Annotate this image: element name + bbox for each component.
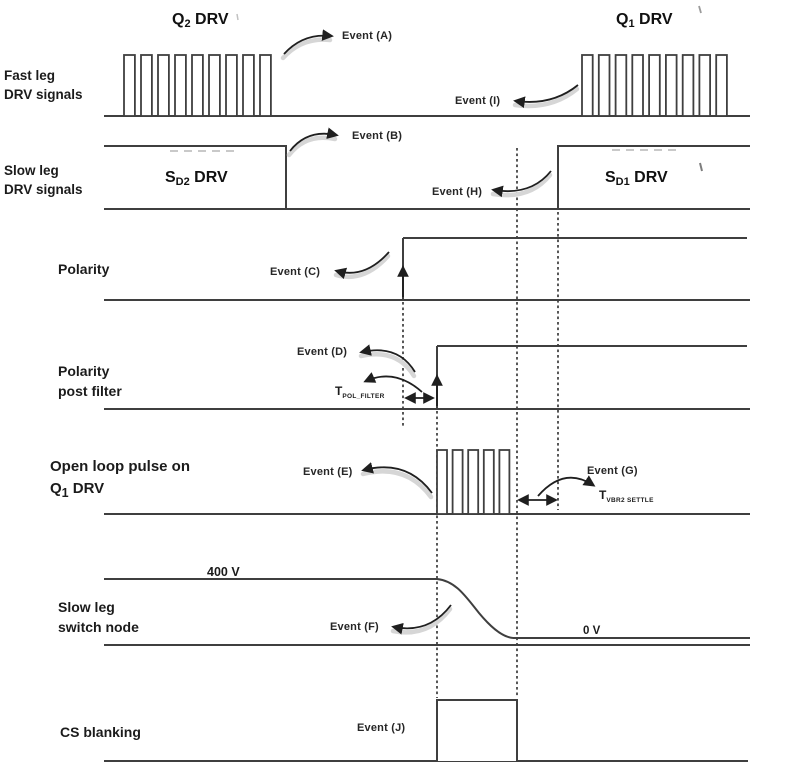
pulse	[499, 450, 509, 514]
open-loop-label	[50, 456, 190, 504]
pulse	[699, 55, 710, 116]
pulse	[616, 55, 627, 116]
switch-node-waveform	[104, 579, 750, 645]
event-g-label: Event (G)	[587, 465, 638, 477]
pulse	[141, 55, 152, 116]
pulse	[226, 55, 237, 116]
post-filter-label	[58, 361, 122, 401]
q1-drv-label: $Q_1$ DRV	[616, 11, 673, 30]
open-loop-waveform	[104, 450, 750, 514]
pulse	[599, 55, 610, 116]
fast-leg-label-line1: Fast leg	[4, 68, 56, 83]
event-d-label: Event (D)	[297, 346, 348, 358]
q2-drv-label: $Q_2$ DRV	[172, 11, 229, 30]
pulse	[158, 55, 169, 116]
sd1-drv-label: $S_{D1}$ DRV	[605, 169, 668, 188]
pulse	[243, 55, 254, 116]
cs-blanking-waveform	[104, 700, 748, 761]
q2-pulse-train	[124, 55, 271, 116]
fast-leg-label-line2: DRV signals	[4, 87, 83, 102]
pulse	[453, 450, 463, 514]
voltage-400v-label: 400 V	[207, 565, 240, 579]
pulse	[666, 55, 677, 116]
cs-blanking-label: CS blanking	[60, 724, 141, 740]
sd2-drv-label: $S_{D2}$ DRV	[165, 169, 228, 188]
event-b-label: Event (B)	[352, 130, 403, 142]
open-loop-pulse-train	[437, 450, 509, 514]
event-e-label: Event (E)	[303, 466, 353, 478]
event-c-arrow-echo	[336, 256, 388, 277]
fast-leg-label	[4, 66, 83, 104]
voltage-0v-label: 0 V	[583, 625, 601, 637]
polarity-label: Polarity	[58, 261, 110, 277]
fast-leg-waveform	[104, 55, 750, 116]
event-f-label: Event (F)	[330, 621, 379, 633]
pulse	[209, 55, 220, 116]
event-a-label: Event (A)	[342, 30, 393, 42]
switch-node-label-line1: Slow leg	[58, 599, 115, 615]
post-filter-label-line1: Polarity	[58, 363, 110, 379]
event-i-label: Event (I)	[455, 95, 501, 107]
pulse	[716, 55, 727, 116]
switch-node-label	[58, 597, 139, 637]
pulse	[468, 450, 478, 514]
open-loop-label-line2: $Q_1$ DRV	[50, 480, 105, 500]
pulse	[649, 55, 660, 116]
pulse	[437, 450, 447, 514]
event-b-arrow-echo	[289, 138, 335, 155]
event-arrows	[284, 36, 593, 629]
pulse	[582, 55, 593, 116]
slow-leg-label-line2: DRV signals	[4, 182, 83, 197]
t-vbr2-settle-label: $T_{VBR2 SETTLE}$	[599, 488, 654, 504]
event-g-arrow	[538, 478, 593, 496]
pulse	[175, 55, 186, 116]
post-filter-waveform	[104, 346, 750, 409]
switch-node-label-line2: switch node	[58, 619, 139, 635]
polarity-waveform	[104, 238, 750, 300]
stray-mark-sd1	[700, 163, 702, 171]
cs-blanking-pulse	[437, 700, 517, 761]
pulse	[632, 55, 643, 116]
stray-mark-q1	[699, 6, 701, 13]
post-filter-label-line2: post filter	[58, 383, 122, 399]
t-pol-filter-label: $T_{POL\_FILTER}$	[335, 384, 385, 400]
open-loop-label-line1: Open loop pulse on	[50, 458, 190, 475]
event-d-arrow-echo	[361, 354, 414, 376]
slow-leg-label	[4, 161, 83, 199]
event-h-arrow-echo	[493, 175, 550, 195]
pulse	[124, 55, 135, 116]
pulse	[260, 55, 271, 116]
event-h-label: Event (H)	[432, 186, 483, 198]
q1-pulse-train	[582, 55, 727, 116]
stray-mark-q2	[237, 14, 238, 20]
event-c-label: Event (C)	[270, 266, 321, 278]
event-j-label: Event (J)	[357, 722, 406, 734]
arrow-echoes	[283, 40, 577, 633]
slow-leg-label-line1: Slow leg	[4, 163, 59, 178]
event-e-arrow-echo	[363, 471, 431, 497]
pulse	[683, 55, 694, 116]
pulse	[484, 450, 494, 514]
pulse	[192, 55, 203, 116]
